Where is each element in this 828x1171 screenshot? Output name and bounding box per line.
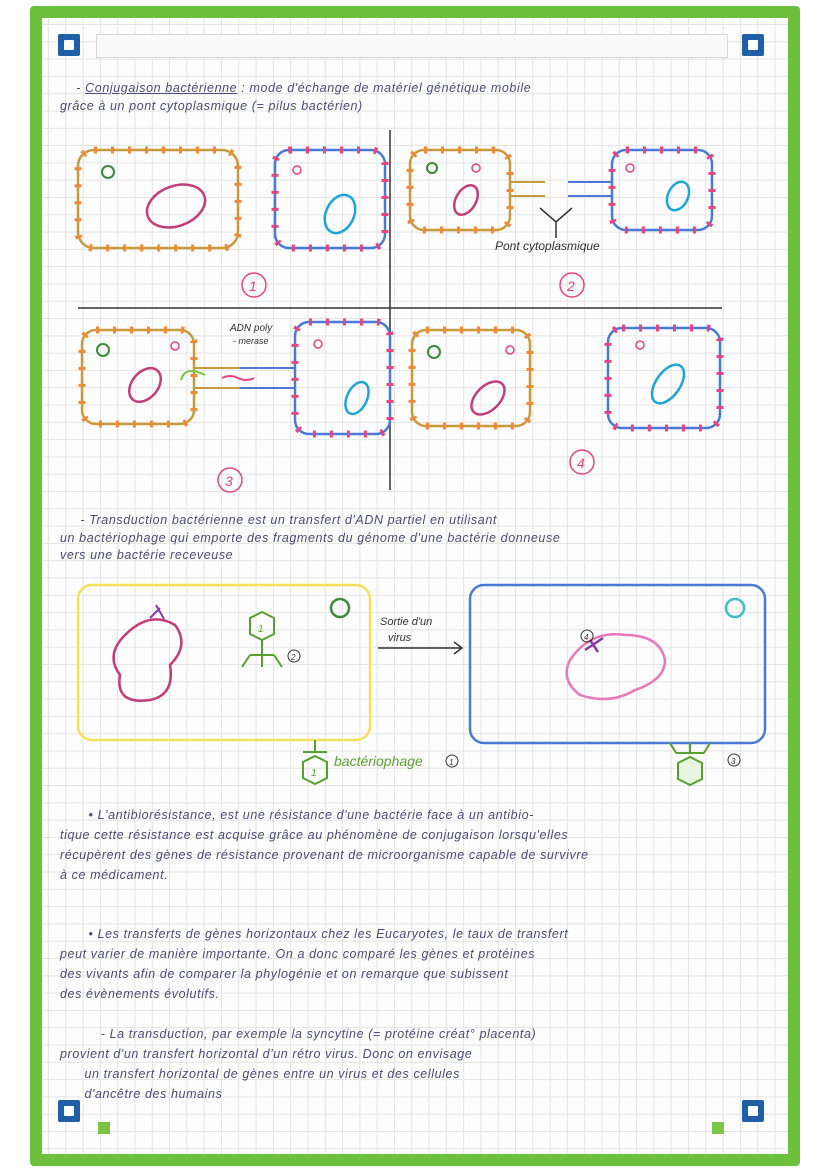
recipient-bacterium: [275, 150, 385, 248]
bacteriophage-label: bactériophage: [334, 753, 423, 769]
step-label: 4: [577, 455, 585, 471]
polymerase-label: ADN poly: [230, 323, 273, 334]
conjugation-diagram: [78, 130, 722, 492]
conjugation-definition: : mode d'échange de matériel génétique mobile: [237, 81, 532, 95]
horizontal-transfer-text: • Les transferts de gènes horizontaux chez les Eucaryotes, le taux de transfert peut varier de manière importante. On a donc comparé les gènes et protéines des vivants afin de comparer la phylogénie et on remarque que subissent des évènements évolutifs.: [60, 927, 569, 1001]
step-label: 2: [567, 278, 575, 294]
transduction-diagram: [78, 585, 765, 785]
syncytine-text: - La transduction, par exemple la syncytine (= protéine créat° placenta) provient d'un transfert horizontal d'un rétro virus. Donc on envisage un transfert horizontal de gènes entre un virus et des cellules d'ancêtre des humains: [60, 1027, 537, 1101]
exit-label: Sortie d'un: [380, 616, 433, 628]
mark-label: 1: [449, 758, 454, 767]
exit-label: virus: [388, 632, 412, 644]
conjugation-definition-2: grâce à un pont cytoplasmique (= pilus bactérien): [60, 98, 363, 113]
polymerase-label: - merase: [233, 336, 269, 346]
mark-label: 2: [291, 653, 296, 662]
mark-label: 3: [731, 757, 736, 766]
step-label: 3: [225, 473, 233, 489]
donor-bacterium: [78, 150, 238, 248]
antibioresistance-text: • L'antibiorésistance, est une résistance d'une bactérie face à un antibio- tique cette résistance est acquise grâce au phénomène de conjugaison lorsqu'elles récupèrent des gènes de résistance provenant de microorganisme capable de survivre à ce médicament.: [60, 808, 589, 882]
mark-label: 4: [584, 633, 589, 642]
bridge-label: Pont cytoplasmique: [495, 239, 600, 253]
conjugation-heading: Conjugaison bactérienne: [85, 81, 238, 95]
conjugation-text: - Conjugaison bactérienne : mode d'échange de matériel génétique mobile grâce à un pont cytoplasmique (= pilus bactérien): [60, 81, 532, 113]
transduction-text: - Transduction bactérienne est un transfert d'ADN partiel en utilisant un bactériophage qui emporte des fragments du génome d'une bactérie donneuse vers une bactérie receveuse: [60, 513, 561, 562]
step-label: 1: [249, 278, 257, 294]
phage-number: 1: [258, 624, 264, 635]
phage-number: 1: [311, 768, 317, 779]
